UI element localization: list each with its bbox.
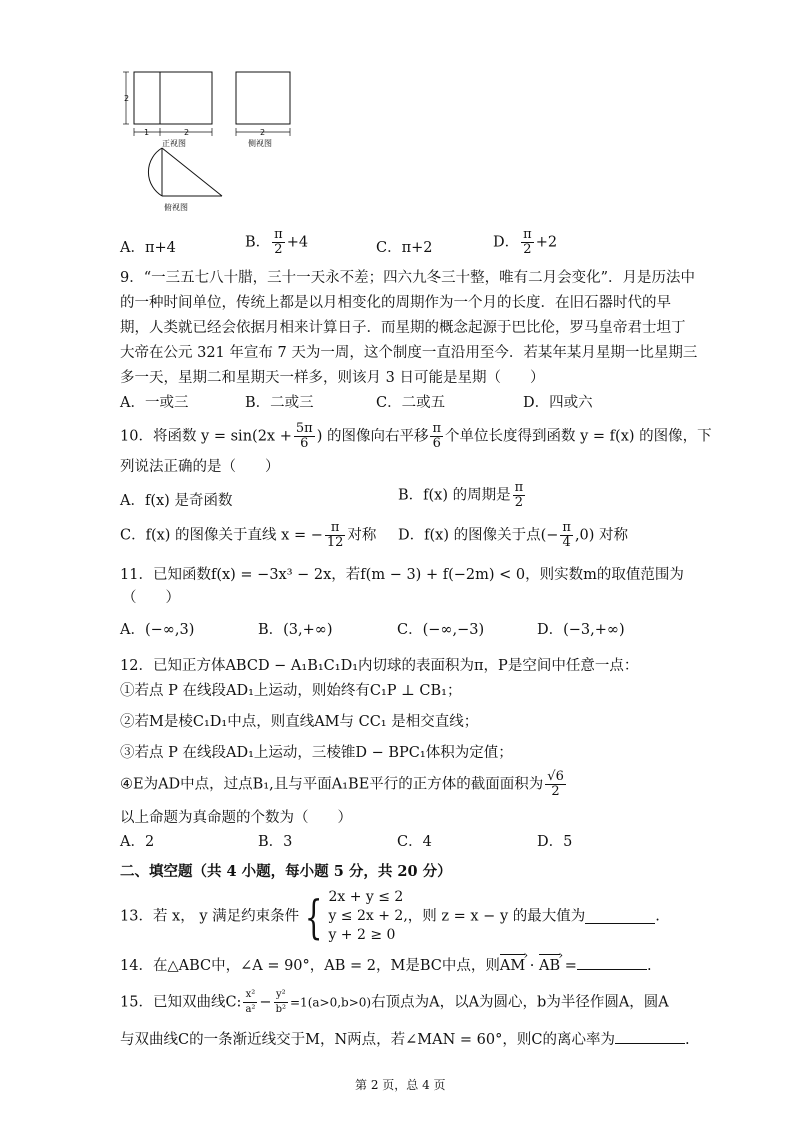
page-footer: 第 2 页，总 4 页 [355,1078,446,1092]
answer-blank [577,955,647,970]
constraint-system: 2x + y ≤ 2 y ≤ 2x + 2, y + 2 ≥ 0 [328,889,408,943]
front-view-rect [134,72,212,124]
fraction: $\frac{√6}{2}$ [547,769,564,799]
side-view-rect [236,72,290,124]
q8-option-d: D． $\frac{\pi}{2}$ +2 [493,227,558,257]
q12-statement-3: ③若点 P 在线段AD₁上运动，三棱锥D − BPC₁体积为定值； [120,745,513,761]
answer-blank [615,1029,685,1044]
q8-option-a: A．π+4 [120,240,176,256]
three-view-figure [118,66,298,216]
dim-width-left: 1 [144,128,150,137]
q8-option-c: C．π+2 [376,240,433,256]
q12-option-d: D．5 [537,834,573,850]
answer-blank [585,909,655,924]
q11-option-c: C．(−∞,−3) [397,622,485,638]
fraction: $\frac{\pi}{2}$ [523,227,532,257]
q9-line-3: 期，人类就已经会依据月相来计算日子．而星期的概念起源于巴比伦，罗马皇帝君士坦丁 [120,320,686,336]
q11-option-a: A．(−∞,3) [120,622,195,638]
fraction: $\frac{\pi}{6}$ [432,421,441,451]
q12-option-a: A．2 [120,834,155,850]
label-side-view: 侧视图 [248,139,272,148]
q15-line-1: 15．已知双曲线C: $\frac{\text{x²}}{\text{a²}}$ − $\frac{\text{y²}}{\text{b²}}$ =1(a>0,b>0)右顶点为A，以A为圆心，b为半径作圆A，圆A [120,989,669,1015]
q9-line-4: 大帝在公元 321 年宣布 7 天为一周，这个制度一直沿用至今．若某年某月星期一比星期三 [120,345,698,361]
q10-option-b: B．f(x) 的周期是 $\frac{\pi}{2}$ [398,480,524,510]
q12-statement-4: ④E为AD中点，过点B₁,且与平面A₁BE平行的正方体的截面面积为 $\frac{√6}{2}$ [120,769,564,799]
fraction: $\frac{\pi}{2}$ [274,227,283,257]
q12-line-6: 以上命题为真命题的个数为（ ） [120,810,352,826]
q11-option-b: B．(3,+∞) [258,622,333,638]
fraction: $\frac{5\pi}{6}$ [295,421,313,451]
q9-option-b: B．二或三 [245,395,314,411]
q15-line-2: 与双曲线C的一条渐近线交于M，N两点，若∠MAN = 60°，则C的离心率为 . [120,1029,690,1050]
q12-statement-1: ①若点 P 在线段AD₁上运动，则始终有C₁P ⊥ CB₁； [120,683,462,699]
q9-line-2: 的一种时间单位，传统上都是以月相变化的周期作为一个月的长度．在旧石器时代的早 [120,295,671,311]
q12-option-b: B．3 [258,834,293,850]
q11-line-2: （ ） [122,590,180,606]
q11-line-1: 11．已知函数f(x) = −3x³ − 2x，若f(m − 3) + f(−2m) < 0，则实数m的取值范围为 [120,567,684,583]
label-front-view: 正视图 [162,139,186,148]
q8-option-b: B． $\frac{\pi}{2}$ +4 [245,227,309,257]
section-2-title: 二、填空题（共 4 小题，每小题 5 分，共 20 分） [120,863,452,880]
vector-am: AM › [500,956,525,976]
fraction: $\frac{\pi}{2}$ [514,480,524,510]
dim-height: 2 [124,94,130,103]
dim-side-width: 2 [260,128,266,137]
fraction: $\frac{\text{y²}}{\text{b²}}$ [275,989,286,1015]
top-view-semicircle [148,148,162,196]
q10-option-a: A．f(x) 是奇函数 [120,493,233,509]
q14-line: 14．在△ABC中，∠A = 90°，AB = 2，M是BC中点，则AM › · AB › = . [120,955,652,976]
q9-line-1: 9．“一三五七八十腊，三十一天永不差；四六九冬三十整，唯有二月会变化”．月是历法中 [120,270,696,286]
q9-option-c: C．二或五 [376,395,446,411]
dim-width-right: 2 [184,128,190,137]
q10-option-c: C．f(x) 的图像关于直线 x = − $\frac{\pi}{12}$ 对称 [120,520,377,550]
q9-option-d: D．四或六 [523,395,593,411]
q12-line-1: 12．已知正方体ABCD − A₁B₁C₁D₁内切球的表面积为π，P是空间中任意一点： [120,658,639,674]
q13-line: 13．若 x， y 满足约束条件 { 2x + y ≤ 2 y ≤ 2x + 2, y + 2 ≥ 0 ，则 z = x − y 的最大值为 . [120,889,660,944]
q9-line-5: 多一天，星期二和星期天一样多，则该月 3 日可能是星期（ ） [120,370,545,386]
q10-line-1: 10．将函数 y = sin(2x + $\frac{5\pi}{6}$ ) 的图像向右平移 $\frac{\pi}{6}$ 个单位长度得到函数 y = f(x) 的图像，下 [120,421,712,451]
q10-option-d: D．f(x) 的图像关于点(− $\frac{\pi}{4}$ ,0) 对称 [398,520,629,550]
q12-option-c: C．4 [397,834,432,850]
q10-line-2: 列说法正确的是（ ） [120,459,280,475]
top-view-triangle [162,148,222,196]
q9-option-a: A．一或三 [120,395,189,411]
vector-ab: AB › [539,956,560,976]
q11-option-d: D．(−3,+∞) [537,622,625,638]
q12-statement-2: ②若M是棱C₁D₁中点，则直线AM与 CC₁ 是相交直线； [120,714,479,730]
label-top-view: 俯视图 [164,203,188,212]
fraction: $\frac{\text{x²}}{\text{a²}}$ [245,989,256,1015]
fraction: $\frac{\pi}{12}$ [326,520,344,550]
fraction: $\frac{\pi}{4}$ [562,520,571,550]
